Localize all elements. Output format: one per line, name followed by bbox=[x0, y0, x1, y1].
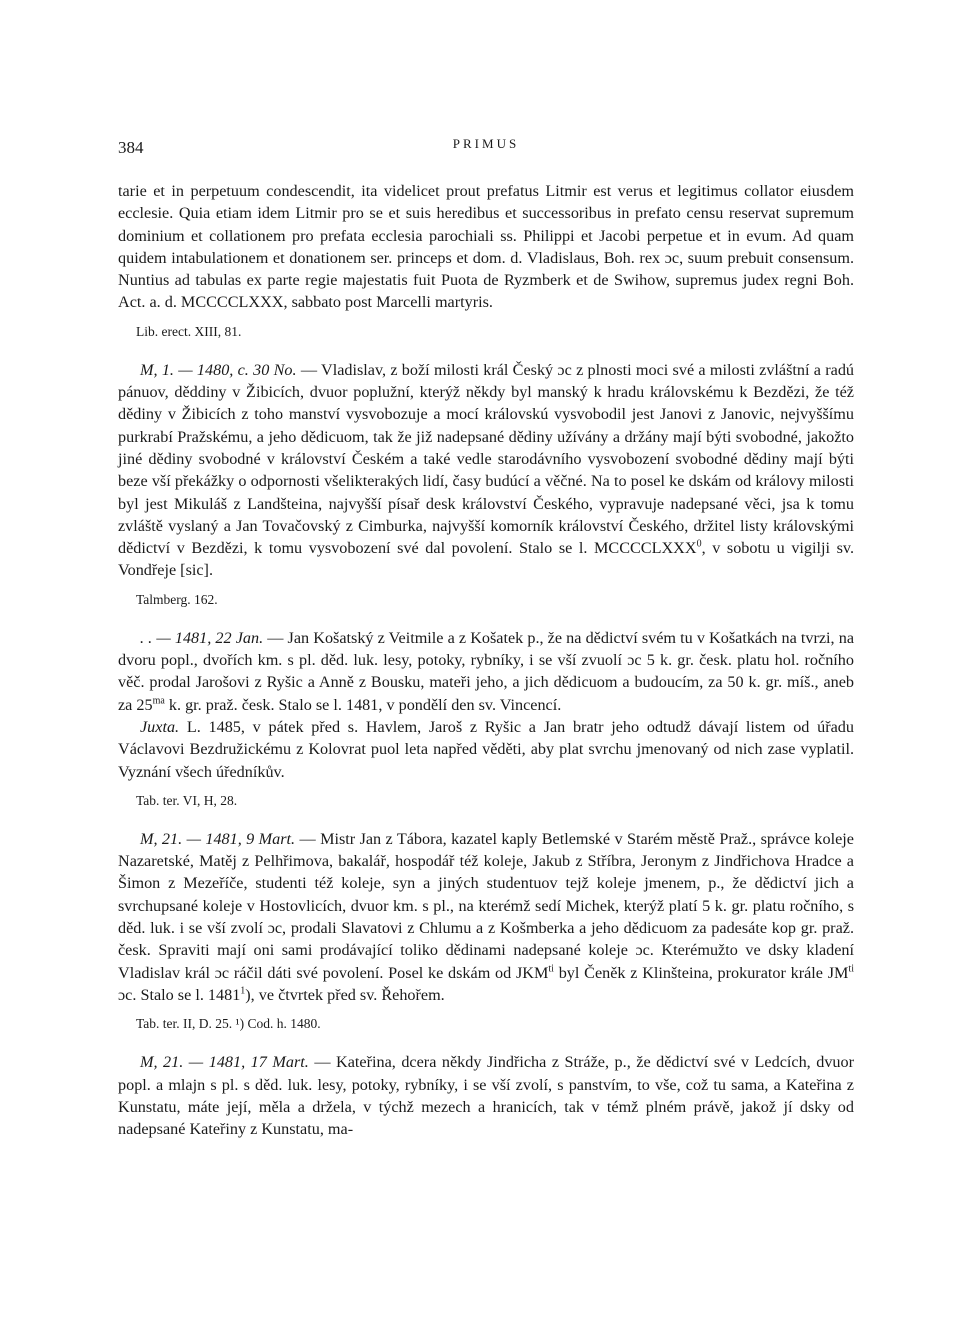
entry-text-4: ), ve čtvrtek před sv. Řehořem. bbox=[245, 985, 445, 1004]
superscript: ma bbox=[152, 695, 165, 707]
entry-text: — Mistr Jan z Tábora, kazatel kaply Betlemské v Starém městě Praž., správce koleje Nazaretské, Matěj z Pelhřimova, bakalář, hospodář též koleje, Jakub z Stříbra, Jeronym z Jindřichova Hradce a Šimon z Mezeříče, studenti též koleje, syn a jiných studentuov tejž koleje jmenem, p., že dědictví jich a svrchupsané koleje v Hostovlicích, dvuor km. s pl., na kterémž sedí Michek, kterýž platí 5 k. gr. platu ročního, s děd. luk. i se vší zvolí ɔc, prodali Slavatovi z Chlumu a z Košmberka a jeho dědicuom za padesáte kop gr. praž. česk. Spraviti mají oni sami prodávající toliko dědinami nadepsané koleje ɔc. Kterémužto ve dsky kladení Vladislav král ɔc ráčil dáti své povolení. Posel ke dskám od JKM bbox=[118, 829, 854, 982]
juxta-paragraph bbox=[118, 716, 854, 783]
entry-text: — Kateřina, dcera někdy Jindřicha z Stráže, p., že dědictví své v Ledcích, dvuor popl. a mlajn s pl. s děd. luk. lesy, potoky, rybníky, i se vší zvolí, s panstvím, to vše, což tu sama, a Kateřina z Kunstatu, máte její, měla a držela, v týchž mezech a hranicích, tak v témž plném právě, jakož jí dsky od nadepsané Kateřiny z Kunstatu, ma- bbox=[118, 1053, 854, 1139]
entry-date: M, 1. — 1480, c. 30 No. bbox=[140, 360, 297, 379]
entry-date: . . — 1481, 22 Jan. bbox=[140, 628, 264, 647]
entry-text: — Jan Košatský z Veitmile a z Košatek p., že na dědictví svém tu v Košatkách na tvrzi, na dvoru popl., dvořích km. s pl. děd. luk. lesy, potoky, rybníky, i se vší zvuolí ɔc 5 k. gr. česk. platu hol. ročního věč. prodal Jarošovi z Ryšic a Anně z Bousku, mateři jeho, a jich dědicuom a budoucím, za 50 k. gr. míš., aneb za 25 bbox=[118, 628, 855, 714]
entry-text: — Vladislav, z boží milosti král Český ɔc z plnosti moci své a milosti zvláštní a radú pánuov, děddiny v Žibicích, dvuor poplužní, kterýž někdy byl manský k hradu královskému k Bezdězi, že též dědiny v Žibicích z toho manství vysvobozuje a mocí královskú vysvobodil jest Janovi z Janovic, nejvyššímu purkrabí Pražskému, a jeho dědicuom, tak že již nadepsané dědiny užívány a držány mají býti svobodné, jakožto jiné dědiny svobodné v království Českém a také vedle starodávního vysvobození svobodné dědiny mají býti beze vší překážky o odpornosti všelikterakých lidí, časy budúcí a věčné. Na to posel ke dskám od královy milosti byl jest Mikuláš z Landšteina, najvyšší písař desk království Českého, vypravuje nadepsané věci, jsa k tomu zvláště vyslaný a Jan Tovačovský z Cimburka, najvyšší komorník království Českého, držitel listy královskými dědictví v Bezdězi, k tomu vysvobození své dal povolení. Stalo se l. MCCCCLXXX bbox=[118, 360, 855, 558]
entry-paragraph bbox=[118, 1051, 854, 1140]
entry-1481-mart-17 bbox=[118, 1051, 854, 1140]
juxta-label: Juxta. bbox=[140, 717, 180, 736]
source-citation: Talmberg. 162. bbox=[136, 591, 218, 607]
entry-text-2: byl Čeněk z Klinšteina, prokurator krále JM bbox=[553, 963, 849, 982]
entry-1481-jan bbox=[118, 627, 854, 810]
page-number: 384 bbox=[118, 138, 144, 157]
entry-date: M, 21. — 1481, 17 Mart. bbox=[140, 1053, 309, 1072]
entry-paragraph bbox=[118, 627, 854, 716]
source-citation: Tab. ter. II, D. 25. ¹) Cod. h. 1480. bbox=[136, 1016, 321, 1032]
entry-1481-mart-9 bbox=[118, 828, 854, 1033]
superscript: ti bbox=[548, 963, 554, 975]
entry-continuation bbox=[118, 180, 854, 341]
source-citation: Lib. erect. XIII, 81. bbox=[136, 323, 242, 339]
superscript: ti bbox=[848, 963, 854, 975]
footnote-marker: 1 bbox=[240, 985, 246, 997]
juxta-text: L. 1485, v pátek před s. Havlem, Jaroš z Ryšic a Jan bratr jeho odtudž dávají listem od úřadu Václavovi Bezdružickému z Kolovrat puol leta napřed věděti, aby plat svrchu jmenovaný od nich zase vyplatil. Vyznání všech úředníkův. bbox=[118, 717, 854, 781]
document-page bbox=[118, 132, 854, 1140]
page-header bbox=[118, 132, 854, 162]
entry-text-end: , v sobotu u vigilji sv. Vondřeje [sic]. bbox=[118, 539, 854, 580]
continuation-paragraph: tarie et in perpetuum condescendit, ita videlicet prout prefatus Litmir est verus et legitimus collator eiusdem ecclesie. Quia etiam idem Litmir pro se et suis heredibus et successoribus in prefato censu reservat supremum dominium et collationem pro prefata ecclesia parochiali ss. Philippi et Jacobi perpetue et in evum. Ad quam quidem intabulationem et donationem ser. princeps et dom. d. Vladislaus, Boh. rex ɔc, suum prebuit consensum. Nuntius ad tabulas ex parte regie majestatis fuit Puota de Ryzmberk et de Swihow, supremus judex regni Boh. Act. a. d. MCCCCLXXX, sabbato post Marcelli martyris. bbox=[118, 182, 854, 312]
entry-paragraph bbox=[118, 359, 854, 582]
entry-date: M, 21. — 1481, 9 Mart. bbox=[140, 829, 296, 848]
source-citation: Tab. ter. VI, H, 28. bbox=[136, 792, 238, 808]
entry-text-end: k. gr. praž. česk. Stalo se l. 1481, v pondělí den sv. Vincencí. bbox=[164, 695, 562, 714]
entry-paragraph bbox=[118, 828, 854, 1006]
entry-text-3: ɔc. Stalo se l. 1481 bbox=[118, 985, 241, 1004]
entry-1480 bbox=[118, 359, 854, 609]
superscript: 0 bbox=[696, 538, 702, 550]
running-title: PRIMUS bbox=[452, 136, 520, 151]
